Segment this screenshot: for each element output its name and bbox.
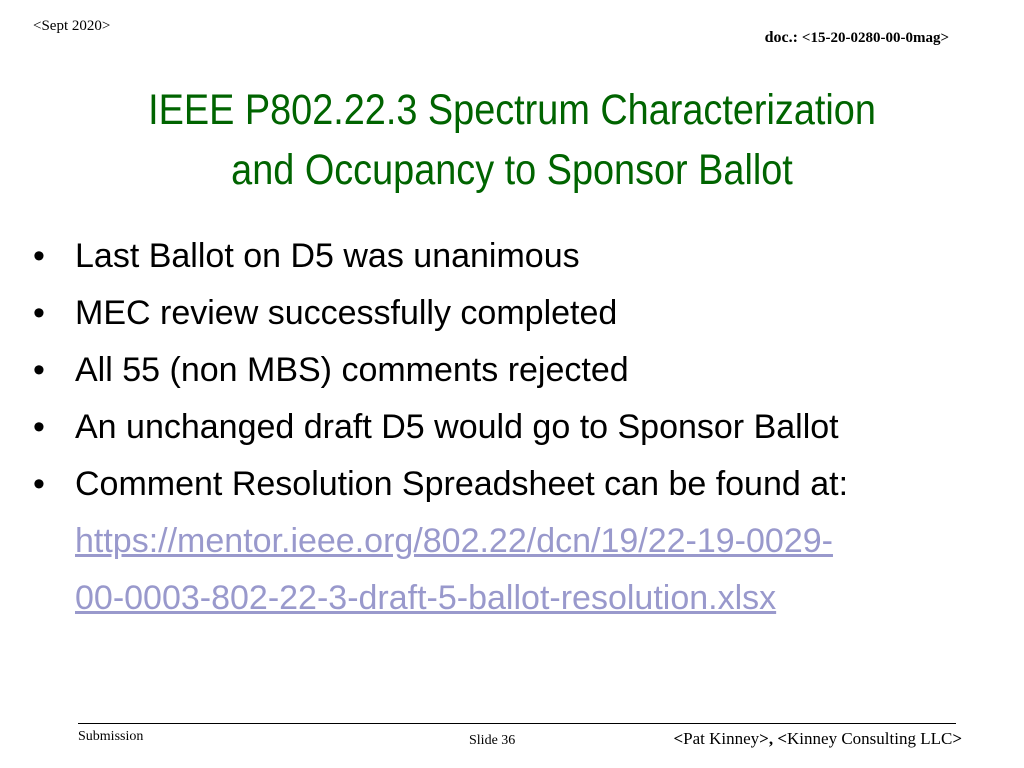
spreadsheet-link-line-2[interactable]: 00-0003-802-22-3-draft-5-ballot-resolution.xlsx [75, 579, 777, 617]
doc-label: doc.: [764, 29, 802, 46]
bullet-text: Comment Resolution Spreadsheet can be found at: [75, 465, 849, 503]
bullet-item [33, 228, 1003, 285]
slide-title-line-2: and Occupancy to Sponsor Ballot [231, 146, 793, 194]
doc-number: <15-20-0280-00-0mag> [801, 30, 949, 46]
author-organization: Kinney Consulting LLC [787, 729, 953, 748]
bullet-item [33, 342, 1003, 399]
bullet-dot: • [33, 408, 45, 446]
bullet-dot: • [33, 237, 45, 275]
bullet-list [33, 228, 1003, 627]
author-open-bracket: < [673, 729, 684, 748]
bullet-text: An unchanged draft D5 would go to Sponsor Ballot [75, 408, 839, 446]
document-id [765, 29, 949, 47]
footer-author [673, 729, 962, 749]
bullet-dot: • [33, 294, 45, 332]
footer-submission: Submission [78, 729, 144, 744]
author-name: Pat Kinney [683, 729, 760, 748]
bullet-item [33, 399, 1003, 456]
bullet-item [33, 456, 1003, 627]
slide-title [61, 80, 962, 200]
header-date: <Sept 2020> [33, 18, 111, 34]
bullet-text: Last Ballot on D5 was unanimous [75, 237, 580, 275]
spreadsheet-link[interactable] [75, 513, 1003, 627]
author-close-bracket: > [952, 729, 962, 748]
slide-number: Slide 36 [469, 733, 516, 748]
spreadsheet-link-line-1[interactable]: https://mentor.ieee.org/802.22/dcn/19/22-19-0029- [75, 522, 833, 560]
bullet-item [33, 285, 1003, 342]
slide-title-line-1: IEEE P802.22.3 Spectrum Characterization [148, 86, 876, 134]
bullet-text: All 55 (non MBS) comments rejected [75, 351, 629, 389]
bullet-text: MEC review successfully completed [75, 294, 618, 332]
author-separator: >, < [759, 729, 788, 748]
bullet-dot: • [33, 465, 45, 503]
bullet-dot: • [33, 351, 45, 389]
footer-divider [78, 723, 956, 724]
